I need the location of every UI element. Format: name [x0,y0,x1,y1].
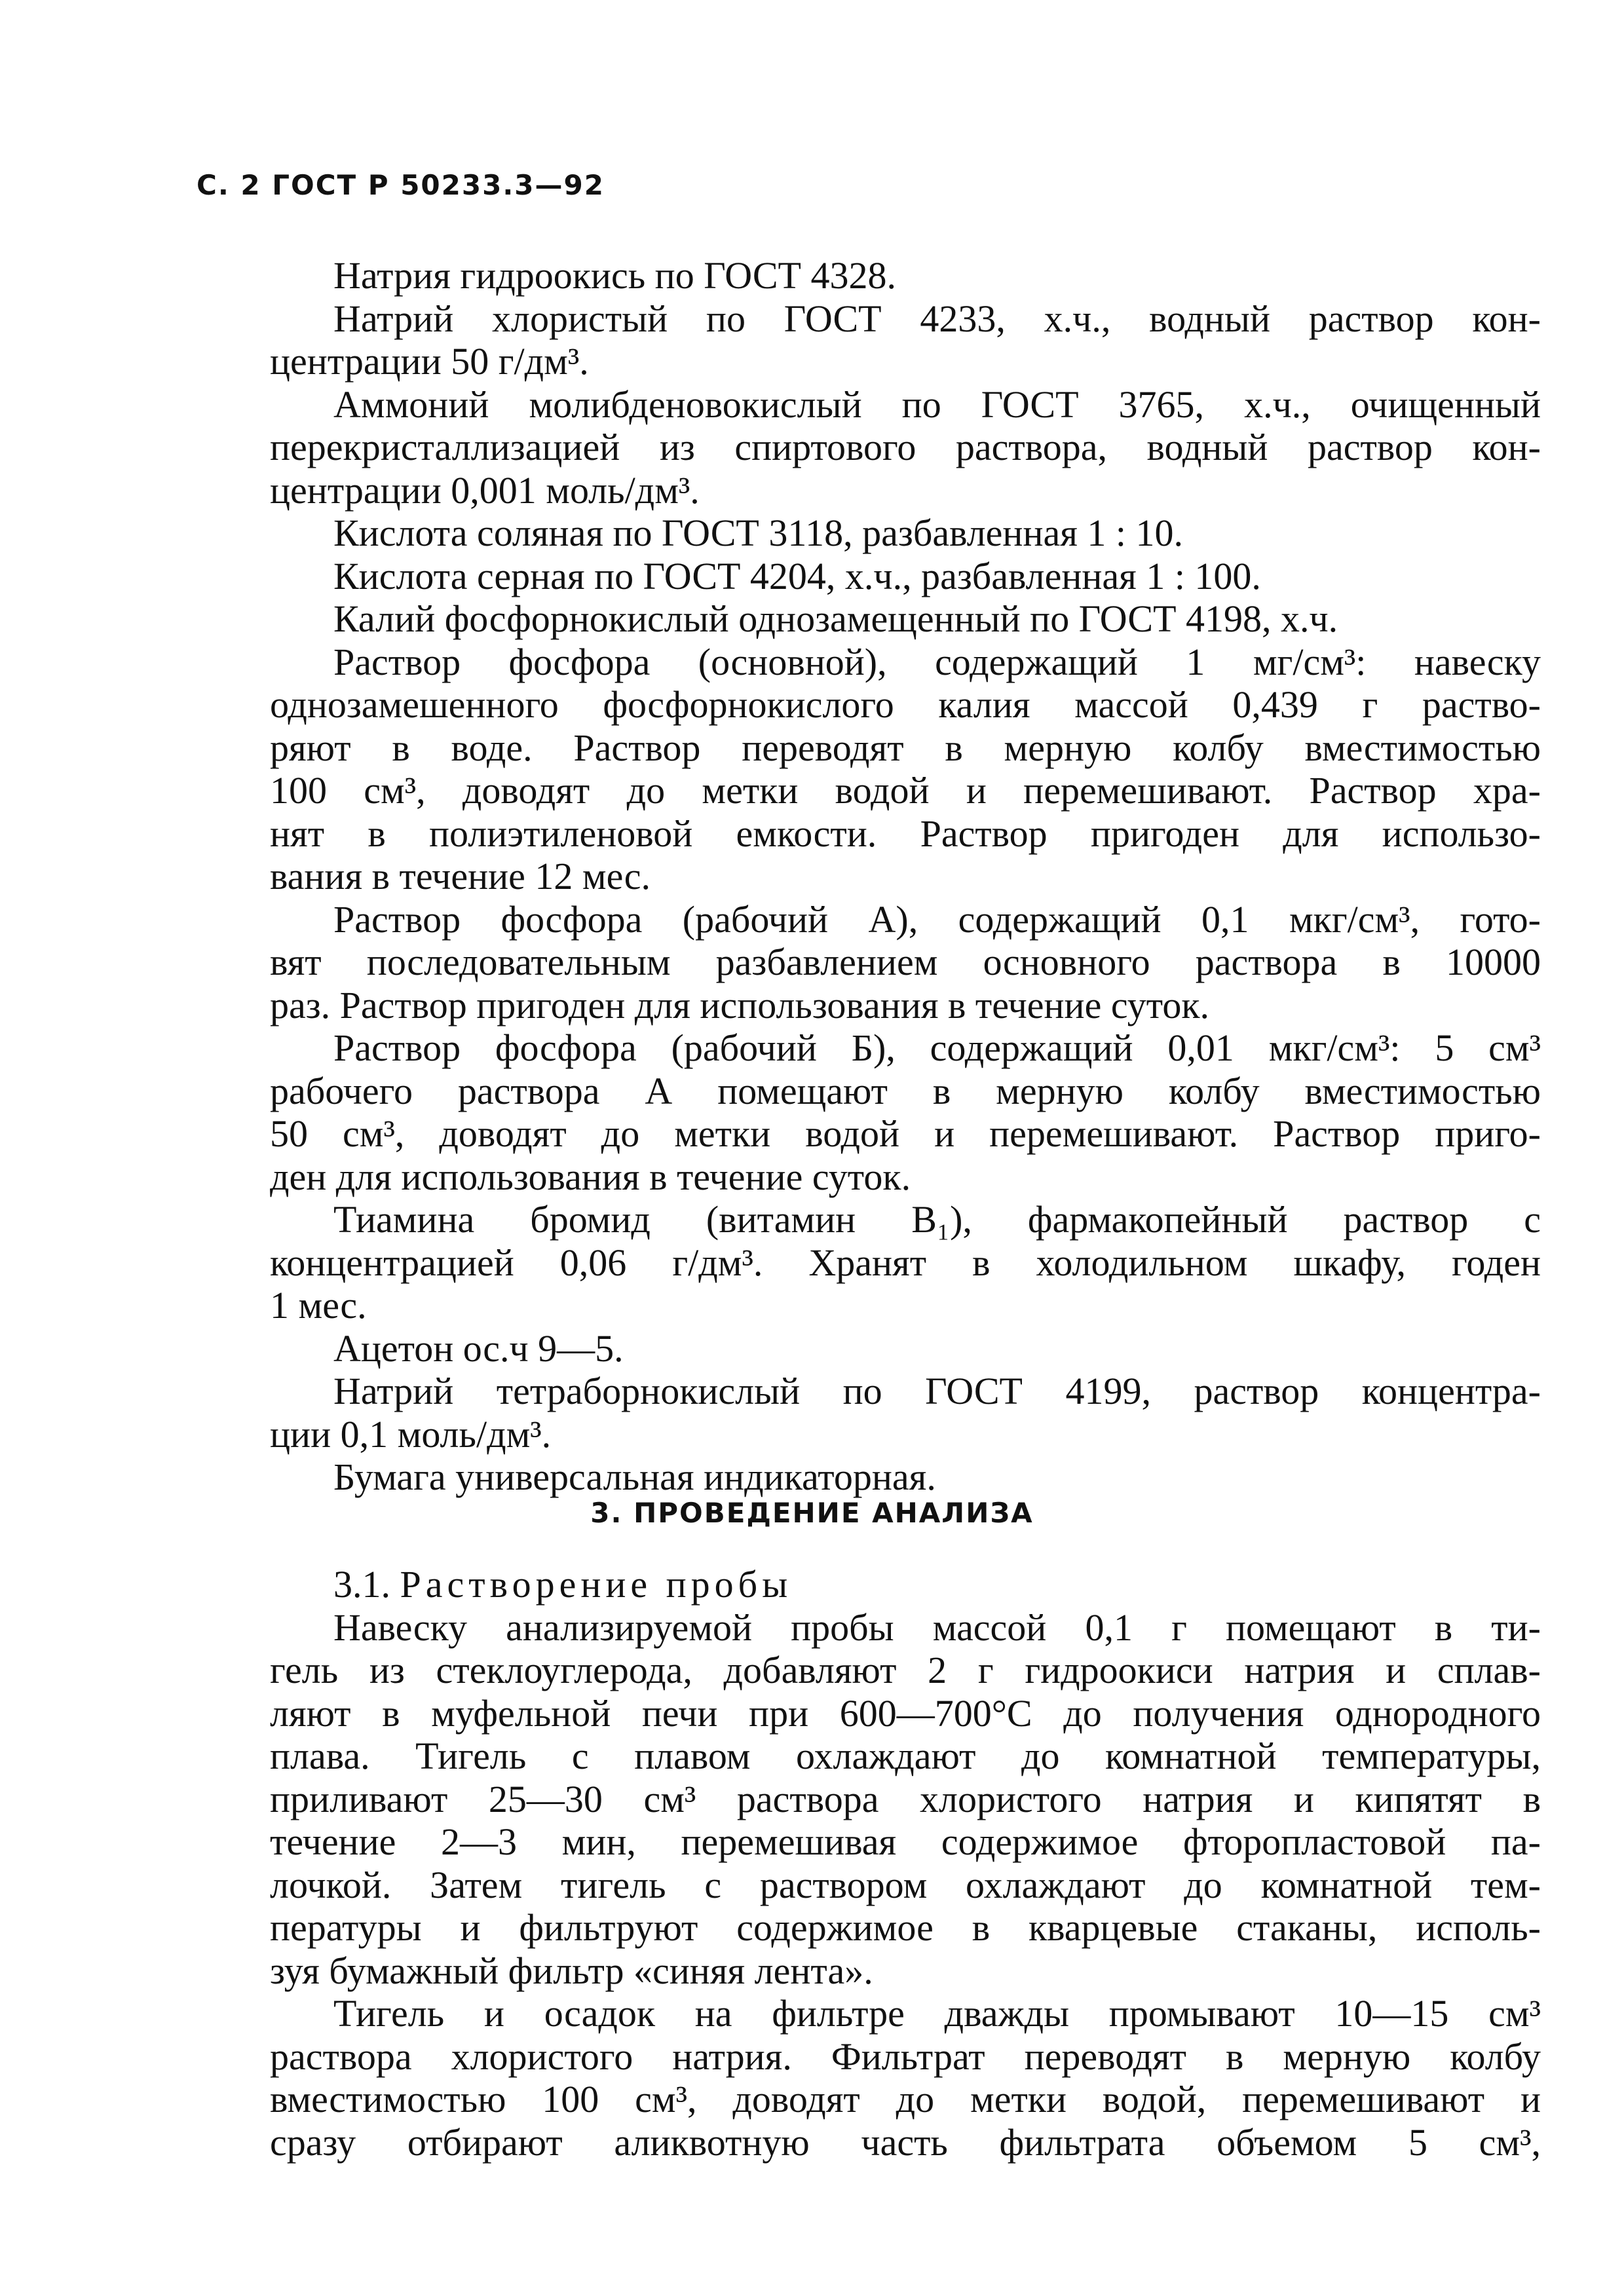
text-line: Аммоний молибденовокислый по ГОСТ 3765, х.ч., очищенный [333,383,1541,426]
text-line: однозамешенного фосфорнокислого калия массой 0,439 г раство- [270,683,1541,726]
text-line: вания в течение 12 мес. [270,855,651,897]
text-line: Раствор фосфора (рабочий А), содержащий 0,1 мкг/см³, гото- [333,897,1541,941]
text-line: ции 0,1 моль/дм³. [270,1412,552,1456]
text-line: Тигель и осадок на фильтре дважды промывают 10—15 см³ [333,1992,1541,2035]
text-line: Натрия гидроокись по ГОСТ 4328. [333,254,896,297]
text-line: рабочего раствора А помещают в мерную колбу вместимостью [270,1069,1541,1112]
text-line: Калий фосфорнокислый однозамещенный по ГОСТ 4198, х.ч. [333,597,1338,640]
reagents-list [270,254,1541,1499]
text-line: ряют в воде. Раствор переводят в мерную колбу вместимостью [270,726,1541,769]
text-line: лочкой. Затем тигель с раствором охлаждают до комнатной тем- [270,1863,1541,1906]
text-line: Кислота серная по ГОСТ 4204, х.ч., разбавленная 1 : 100. [333,554,1261,597]
text-line: плава. Тигель с плавом охлаждают до комнатной температуры, [270,1735,1541,1777]
subsection-title-line [270,1563,1541,1606]
text-line: Раствор фосфора (основной), содержащий 1 мг/см³: навеску [333,640,1541,683]
text-line: Натрий тетраборнокислый по ГОСТ 4199, раствор концентра- [333,1370,1541,1412]
text-line: сразу отбирают аликвотную часть фильтрата объемом 5 см³, [270,2120,1541,2164]
text-line: 50 см³, доводят до метки водой и перемешивают. Раствор приго- [270,1112,1541,1155]
text-line: центрации 50 г/дм³. [270,340,589,383]
text-line: центрации 0,001 моль/дм³. [270,468,700,512]
text-line: концентрацией 0,06 г/дм³. Хранят в холодильном шкафу, годен [270,1241,1541,1284]
text-line: вместимостью 100 см³, доводят до метки водой, перемешивают и [270,2078,1541,2120]
analysis-text [270,1563,1541,2164]
text-line: приливают 25—30 см³ раствора хлористого натрия и кипятят в [270,1777,1541,1820]
text-line: ляют в муфельной печи при 600—700°С до получения однородного [270,1691,1541,1735]
text-line: перекристаллизацией из спиртового раствора, водный раствор кон- [270,426,1541,468]
text-line: зуя бумажный фильтр «синяя лента». [270,1949,873,1992]
text-line: ден для использования в течение суток. [270,1155,911,1198]
text-line: течение 2—3 мин, перемешивая содержимое фторопластовой па- [270,1820,1541,1863]
text-line: 1 мес. [270,1284,367,1327]
text-line: Бумага универсальная индикаторная. [333,1456,936,1498]
section-heading: 3. ПРОВЕДЕНИЕ АНАЛИЗА [590,1497,1034,1529]
text-line: гель из стеклоуглерода, добавляют 2 г гидроокиси натрия и сплав- [270,1649,1541,1691]
text-line: Тиамина бромид (витамин B₁), фармакопейный раствор с [333,1198,1541,1241]
text-line: вят последовательным разбавлением основного раствора в 10000 [270,941,1541,983]
text-line: раз. Раствор пригоден для использования в течение суток. [270,983,1210,1026]
text-line: Навеску анализируемой пробы массой 0,1 г помещают в ти- [333,1606,1541,1649]
subsection-number: 3.1. [333,1563,390,1606]
text-line: Раствор фосфора (рабочий Б), содержащий 0,01 мкг/см³: 5 см³ [333,1026,1541,1069]
text-line: пературы и фильтруют содержимое в кварцевые стаканы, исполь- [270,1906,1541,1949]
text-line: Ацетон ос.ч 9—5. [333,1327,624,1370]
subsection-title: Растворение пробы [400,1563,793,1606]
page-header: С. 2 ГОСТ Р 50233.3—92 [197,169,605,201]
text-line: раствора хлористого натрия. Фильтрат переводят в мерную колбу [270,2035,1541,2078]
text-line: Кислота соляная по ГОСТ 3118, разбавленная 1 : 10. [333,512,1184,554]
text-line: 100 см³, доводят до метки водой и перемешивают. Раствор хра- [270,769,1541,812]
text-line: нят в полиэтиленовой емкости. Раствор пригоден для использо- [270,812,1541,855]
text-line: Натрий хлористый по ГОСТ 4233, х.ч., водный раствор кон- [333,297,1541,340]
